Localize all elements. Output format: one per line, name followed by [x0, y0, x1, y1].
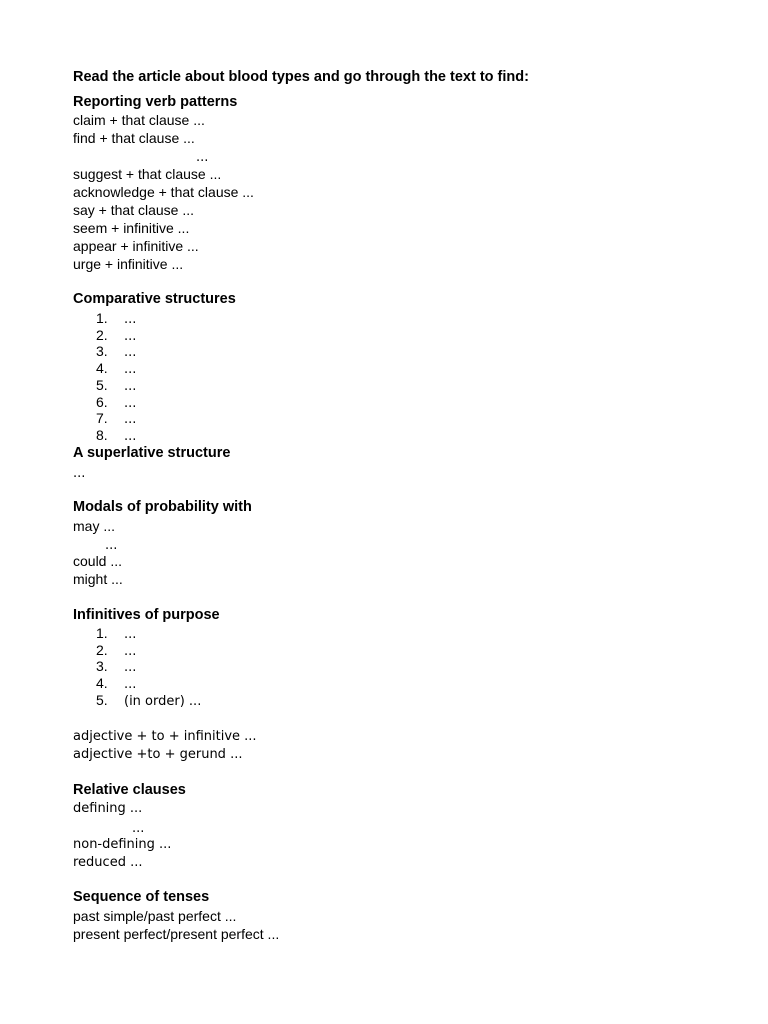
section-title-reporting: Reporting verb patterns [73, 94, 238, 110]
item-text: ... [124, 329, 137, 344]
list-item: adjective +to + gerund ... [73, 747, 243, 762]
numbered-item [96, 675, 136, 693]
list-item: acknowledge + that clause ... [73, 184, 254, 200]
item-text: (in order) ... [124, 694, 202, 709]
list-item: non-defining ... [73, 837, 172, 852]
item-number: 5. [96, 377, 108, 393]
item-number: 4. [96, 675, 108, 691]
list-item: reduced ... [73, 855, 143, 870]
section-title-relative: Relative clauses [73, 782, 186, 798]
item-text: ... [124, 429, 137, 444]
section-title-superlative: A superlative structure [73, 445, 231, 461]
list-item: defining ... [73, 801, 143, 816]
section-title-infinitives: Infinitives of purpose [73, 607, 220, 623]
item-number: 1. [96, 310, 108, 326]
numbered-item [96, 427, 136, 445]
section-title-comparative: Comparative structures [73, 291, 236, 307]
numbered-item [96, 343, 136, 361]
item-text: ... [124, 644, 137, 659]
list-item: ... [73, 466, 86, 481]
list-item: claim + that clause ... [73, 112, 205, 128]
worksheet-heading: Read the article about blood types and go through the text to find: [73, 69, 529, 85]
item-number: 2. [96, 327, 108, 343]
numbered-item [96, 658, 136, 676]
item-text: ... [124, 312, 137, 327]
list-item: say + that clause ... [73, 202, 195, 218]
list-item: ... [132, 821, 145, 836]
item-number: 3. [96, 658, 108, 674]
item-text: ... [124, 627, 137, 642]
list-item: may ... [73, 518, 116, 534]
numbered-item [96, 692, 201, 710]
item-text: ... [124, 660, 137, 675]
numbered-item [96, 310, 136, 328]
list-item: suggest + that clause ... [73, 166, 222, 182]
item-number: 4. [96, 360, 108, 376]
list-item: might ... [73, 571, 123, 587]
item-number: 7. [96, 410, 108, 426]
item-number: 2. [96, 642, 108, 658]
numbered-item [96, 410, 136, 428]
list-item: present perfect/present perfect ... [73, 926, 280, 942]
list-item: ... [105, 538, 118, 553]
list-item: past simple/past perfect ... [73, 908, 237, 924]
item-text: ... [124, 345, 137, 360]
list-item: find + that clause ... [73, 130, 195, 146]
numbered-item [96, 625, 136, 643]
section-title-modals: Modals of probability with [73, 499, 252, 515]
list-item: could ... [73, 553, 123, 569]
item-number: 6. [96, 394, 108, 410]
list-item: urge + infinitive ... [73, 256, 184, 272]
item-number: 8. [96, 427, 108, 443]
item-number: 3. [96, 343, 108, 359]
item-text: ... [124, 396, 137, 411]
list-item: adjective + to + infinitive ... [73, 729, 257, 744]
item-text: ... [124, 379, 137, 394]
item-text: ... [124, 677, 137, 692]
section-title-tenses: Sequence of tenses [73, 889, 210, 905]
item-number: 5. [96, 692, 108, 708]
numbered-item [96, 377, 136, 395]
list-item: seem + infinitive ... [73, 220, 190, 236]
item-text: ... [124, 412, 137, 427]
item-number: 1. [96, 625, 108, 641]
numbered-item [96, 360, 136, 378]
list-item: ... [196, 150, 209, 165]
list-item: appear + infinitive ... [73, 238, 199, 254]
item-text: ... [124, 362, 137, 377]
